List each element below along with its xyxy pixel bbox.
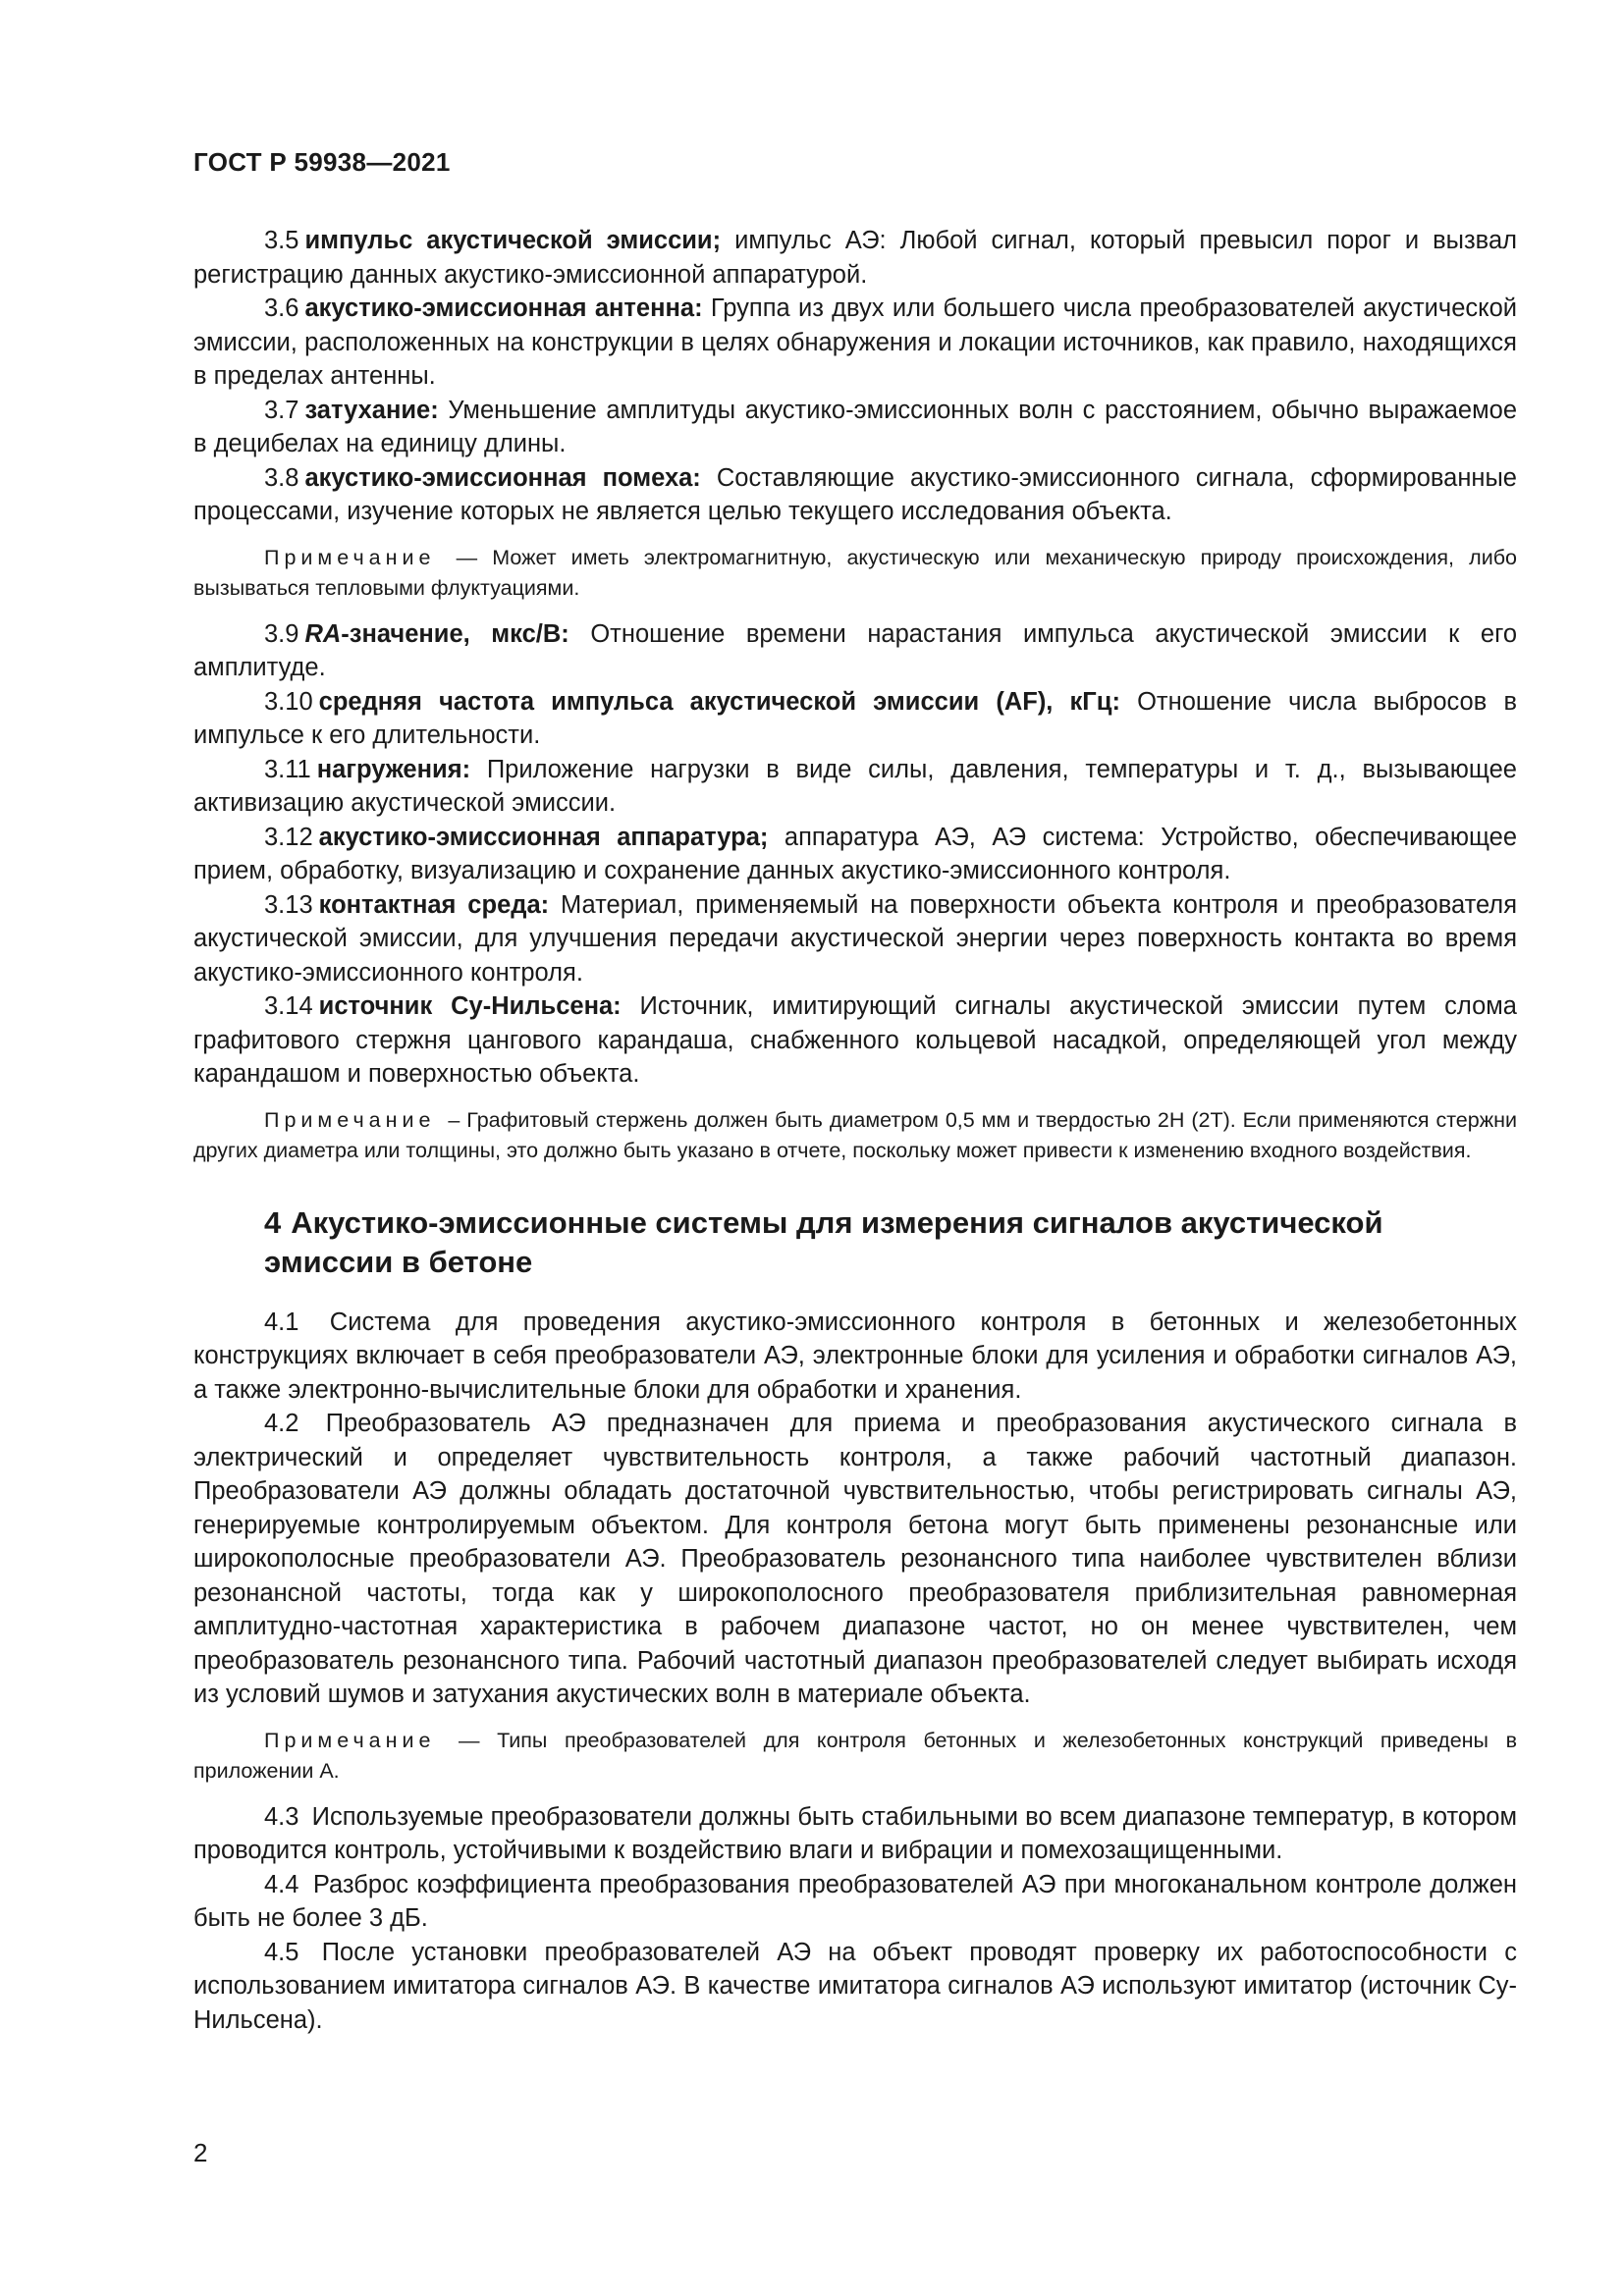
clause-4-2 — [193, 1407, 1517, 1712]
clause-4-5 — [193, 1936, 1517, 2038]
definition-3-8 — [193, 461, 1517, 529]
definition-text: Устройство, обеспечивающее прием, обработку, визуализацию и сохранение данных акустико-эмиссионного контроля. — [193, 823, 1517, 884]
note-2 — [193, 1105, 1517, 1166]
clause-4-4 — [193, 1868, 1517, 1936]
definition-3-6 — [193, 292, 1517, 394]
note-label: Примечание — [264, 1728, 436, 1752]
definition-text: Источник, имитирующий сигналы акустической эмиссии путем слома графитового стержня цангового карандаша, снабженного кольцевой насадкой, определяющей угол между карандашом и поверхностью объекта. — [193, 992, 1517, 1088]
clause-number: 3.7 — [264, 396, 299, 424]
clause-number: 3.8 — [264, 463, 299, 492]
clause-number: 4.2 — [264, 1410, 299, 1437]
section-title: Акустико-эмиссионные системы для измерения сигналов акустической эмиссии в бетоне — [264, 1204, 1383, 1279]
clause-number: 3.5 — [264, 227, 299, 254]
clause-number: 3.6 — [264, 294, 299, 322]
clause-4-1 — [193, 1306, 1517, 1408]
defined-term: акустико-эмиссионная антенна: — [304, 294, 703, 322]
definition-3-14 — [193, 989, 1517, 1092]
clause-text: Преобразователь АЭ предназначен для приема и преобразования акустического сигнала в электрический и определяет чувствительность контроля, а также рабочий частотный диапазон. Преобразователи АЭ должны обладать достаточной чувствительностью, чтобы регистрировать сигналы АЭ, генерируемые контролируемым объектом. Для контроля бетона могут быть применены резонансные или широкополосные преобразователи АЭ. Преобразователь резонансного типа наиболее чувствителен вблизи резонансной частоты, тогда как у широкополосного преобразователя приблизительная равномерная амплитудно-частотная характеристика в рабочем диапазоне частот, но он менее чувствителен, чем преобразователь резонансного типа. Рабочий частотный диапазон преобразователей следует выбирать исходя из условий шумов и затухания акустических волн в материале объекта. — [193, 1410, 1517, 1708]
defined-term: акустико-эмиссионная аппаратура; — [318, 823, 769, 851]
clause-number: 3.11 — [264, 755, 311, 783]
note-text: — Типы преобразователей для контроля бетонных и железобетонных конструкций приведены в приложении А. — [193, 1728, 1517, 1783]
defined-term: акустико-эмиссионная помеха: — [304, 463, 701, 492]
clause-4-3 — [193, 1800, 1517, 1868]
note-1 — [193, 543, 1517, 604]
defined-term: средняя частота импульса акустической эмиссии (AF), кГц: — [318, 687, 1120, 716]
section-4-heading — [193, 1203, 1517, 1282]
definition-3-10 — [193, 685, 1517, 753]
section-number: 4 — [264, 1204, 282, 1240]
defined-term: -значение, мкс/В: — [341, 619, 569, 648]
definition-3-9 — [193, 617, 1517, 685]
clause-text: После установки преобразователей АЭ на объект проводят проверку их работоспособности с использованием имитатора сигналов АЭ. В качестве имитатора сигналов АЭ используют имитатор (источник Су-Нильсена). — [193, 1938, 1517, 2034]
clause-number: 3.14 — [264, 992, 313, 1020]
clause-text: Система для проведения акустико-эмиссионного контроля в бетонных и железобетонных конструкциях включает в себя преобразователи АЭ, электронные блоки для усиления и обработки сигналов АЭ, а также электронно-вычислительные блоки для обработки и хранения. — [193, 1308, 1517, 1404]
definition-3-5 — [193, 224, 1517, 292]
page-number: 2 — [193, 2138, 208, 2167]
note-text: — Может иметь электромагнитную, акустическую или механическую природу происхождения, либо вызываться тепловыми флуктуациями. — [193, 545, 1517, 600]
clause-text: Используемые преобразователи должны быть стабильными во всем диапазоне температур, в котором проводится контроль, устойчивыми к воздействию влаги и вибрации и помехозащищенными. — [193, 1802, 1517, 1864]
document-code-header: ГОСТ Р 59938—2021 — [193, 147, 451, 177]
clause-number: 4.1 — [264, 1308, 299, 1336]
defined-term: импульс акустической эмиссии; — [304, 227, 722, 254]
defined-term: нагружения: — [316, 755, 471, 783]
note-label: Примечание — [264, 545, 436, 569]
clause-number: 3.10 — [264, 687, 313, 716]
definition-3-11 — [193, 753, 1517, 821]
definition-text: Отношение времени нарастания импульса акустической эмиссии к его амплитуде. — [193, 619, 1517, 681]
definition-text: Группа из двух или большего числа преобразователей акустической эмиссии, расположенных на конструкции в целях обнаружения и локации источников, как правило, находящихся в пределах антенны. — [193, 294, 1517, 390]
defined-term: контактная среда: — [318, 890, 550, 919]
clause-number: 3.9 — [264, 619, 299, 648]
defined-term: затухание: — [304, 396, 439, 424]
defined-term: источник Су-Нильсена: — [318, 992, 622, 1020]
definition-3-12 — [193, 821, 1517, 888]
definition-text: Уменьшение амплитуды акустико-эмиссионных волн с расстоянием, обычно выражаемое в децибелах на единицу длины. — [193, 396, 1517, 457]
note-text: – Графитовый стержень должен быть диаметром 0,5 мм и твердостью 2Н (2Т). Если применяются стержни других диаметра или толщины, это должно быть указано в отчете, поскольку может привести к изменению входного воздействия. — [193, 1107, 1517, 1162]
note-label: Примечание — [264, 1107, 436, 1132]
defined-term-italic: RA — [304, 619, 342, 648]
definition-text: Отношение числа выбросов в импульсе к его длительности. — [193, 687, 1517, 749]
clause-number: 3.12 — [264, 823, 313, 851]
clause-text: Разброс коэффициента преобразования преобразователей АЭ при многоканальном контроле должен быть не более 3 дБ. — [193, 1870, 1517, 1932]
clause-number: 4.5 — [264, 1938, 299, 1966]
note-3 — [193, 1726, 1517, 1787]
definition-text: Любой сигнал, который превысил порог и вызвал регистрацию данных акустико-эмиссионной аппаратурой. — [193, 227, 1518, 289]
page-content — [193, 224, 1517, 2037]
definition-3-13 — [193, 888, 1517, 990]
clause-number: 3.13 — [264, 890, 313, 919]
clause-number: 4.4 — [264, 1870, 299, 1898]
definition-3-7 — [193, 394, 1517, 461]
definition-text: Составляющие акустико-эмиссионного сигнала, сформированные процессами, изучение которых не является целью текущего исследования объекта. — [193, 463, 1517, 525]
definition-text: Приложение нагрузки в виде силы, давления, температуры и т. д., вызывающее активизацию акустической эмиссии. — [193, 755, 1517, 817]
definition-text: Материал, применяемый на поверхности объекта контроля и преобразователя акустической эмиссии, для улучшения передачи акустической энергии через поверхность контакта во время акустико-эмиссионного контроля. — [193, 890, 1517, 987]
clause-number: 4.3 — [264, 1802, 299, 1831]
term-synonym: импульс АЭ: — [721, 227, 887, 254]
term-synonym: аппаратура АЭ, АЭ система: — [768, 823, 1145, 851]
